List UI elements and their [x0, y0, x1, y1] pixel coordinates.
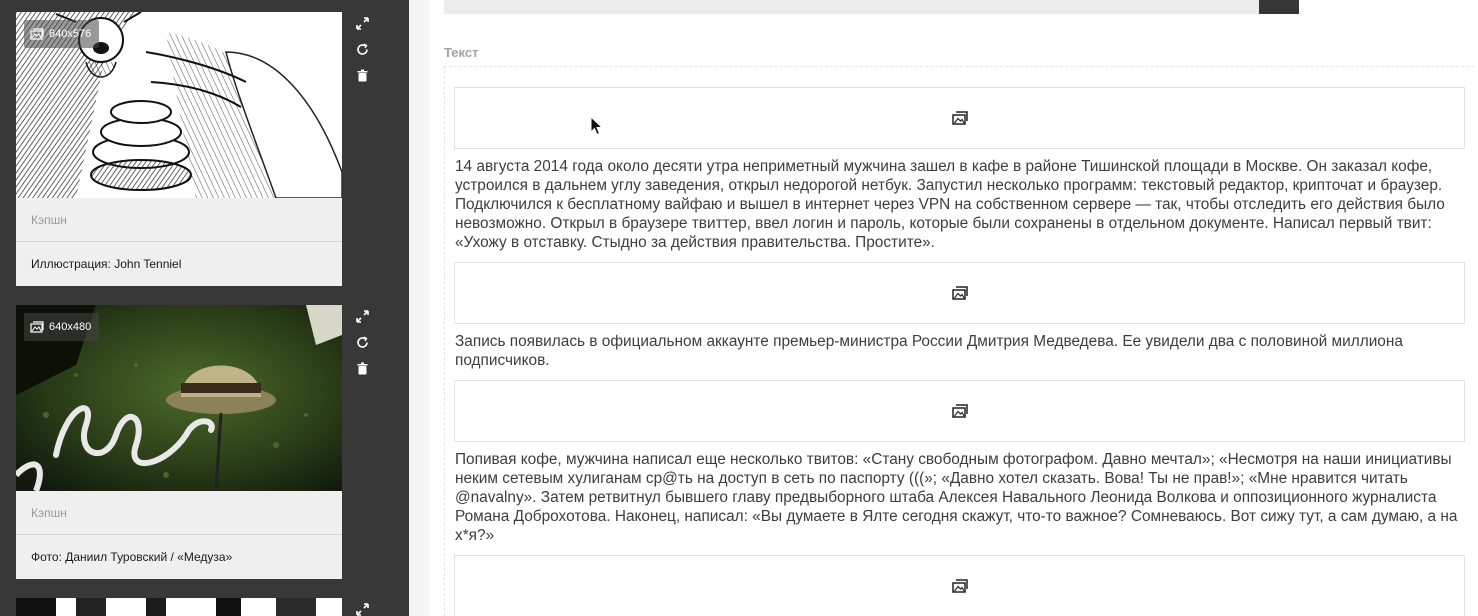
expand-icon — [356, 603, 369, 616]
expand-icon — [356, 17, 369, 30]
trash-icon — [356, 362, 369, 375]
size-badge — [24, 20, 99, 48]
expand-button[interactable] — [352, 596, 372, 616]
card-tools — [352, 10, 372, 88]
image-size-label: 640x576 — [49, 28, 92, 40]
image-size-icon — [30, 321, 44, 333]
image-thumbnail[interactable] — [16, 305, 342, 491]
card-tools — [352, 596, 372, 616]
refresh-icon — [356, 43, 369, 56]
illustration-image — [16, 598, 342, 616]
mouse-cursor-icon — [590, 116, 604, 136]
expand-button[interactable] — [352, 303, 372, 329]
paragraph[interactable]: Попивая кофе, мужчина написал еще несколько твитов: «Стану свободным фотографом. Давно мечтал»; «Несмотря на наши инициативы неким сетевым хулиганам ср@ть на доступ в сеть по паспорту (((»; «Давно хотел сказать. Вова! Ты не прав!»; «Мне нравится читать @navalny». Затем ретвитнул бывшего главу предвыборного штаба Алексея Навального Леонида Волкова и оппозиционного журналиста Романа Доброхотова. Наконец, написал: «Вы думаете в Ялте сегодня скажут, что-то важное? Сомневаюсь. Вот сижу тут, а сам думаю, а на х*я?» — [455, 451, 1458, 544]
caption-input[interactable]: Кэпшн — [16, 491, 342, 535]
top-action-button[interactable] — [1259, 0, 1299, 14]
credit-input[interactable]: Иллюстрация: John Tenniel — [31, 257, 182, 271]
image-card — [16, 305, 342, 579]
image-size-icon — [30, 28, 44, 40]
editor-gutter — [409, 0, 429, 616]
image-insert-icon — [952, 111, 968, 125]
delete-button[interactable] — [352, 62, 372, 88]
card-tools — [352, 303, 372, 381]
replace-button[interactable] — [352, 36, 372, 62]
trash-icon — [356, 69, 369, 82]
text-editor — [409, 0, 1478, 616]
image-sidebar — [0, 0, 409, 616]
image-card — [16, 598, 342, 616]
expand-button[interactable] — [352, 10, 372, 36]
image-thumbnail[interactable] — [16, 12, 342, 198]
delete-button[interactable] — [352, 355, 372, 381]
image-insert-icon — [952, 404, 968, 418]
credit-input[interactable]: Фото: Даниил Туровский / «Медуза» — [31, 550, 233, 564]
refresh-icon — [356, 336, 369, 349]
replace-button[interactable] — [352, 329, 372, 355]
image-insert-slot[interactable] — [454, 555, 1465, 616]
top-input-field[interactable] — [444, 0, 1259, 14]
image-thumbnail[interactable] — [16, 598, 342, 616]
section-label: Текст — [444, 45, 479, 60]
text-body[interactable] — [444, 66, 1474, 616]
image-insert-slot[interactable] — [454, 262, 1465, 324]
caption-input[interactable]: Кэпшн — [16, 198, 342, 242]
image-insert-icon — [952, 286, 968, 300]
image-insert-icon — [952, 579, 968, 593]
image-card — [16, 12, 342, 286]
image-insert-slot[interactable] — [454, 87, 1465, 149]
paragraph[interactable]: Запись появилась в официальном аккаунте премьер-министра России Дмитрия Медведева. Ее увидели два с половиной миллиона подписчиков. — [455, 333, 1403, 369]
size-badge — [24, 313, 99, 341]
image-size-label: 640x480 — [49, 321, 92, 333]
paragraph[interactable]: 14 августа 2014 года около десяти утра неприметный мужчина зашел в кафе в районе Тишинской площади в Москве. Он заказал кофе, устроился в дальнем углу заведения, открыл недорогой нетбук. Запустил несколько программ: текстовый редактор, крипточат и браузер. Подключился к бесплатному вайфаю и вышел в интернет через VPN на собственном сервере — так, чтобы отследить его действия было невозможно. Открыл в браузере твиттер, ввел логин и пароль, которые были сохранены в отдельном документе. Написал первый твит: «Ухожу в отставку. Стыдно за действия правительства. Простите». — [455, 158, 1445, 251]
expand-icon — [356, 310, 369, 323]
image-insert-slot[interactable] — [454, 380, 1465, 442]
